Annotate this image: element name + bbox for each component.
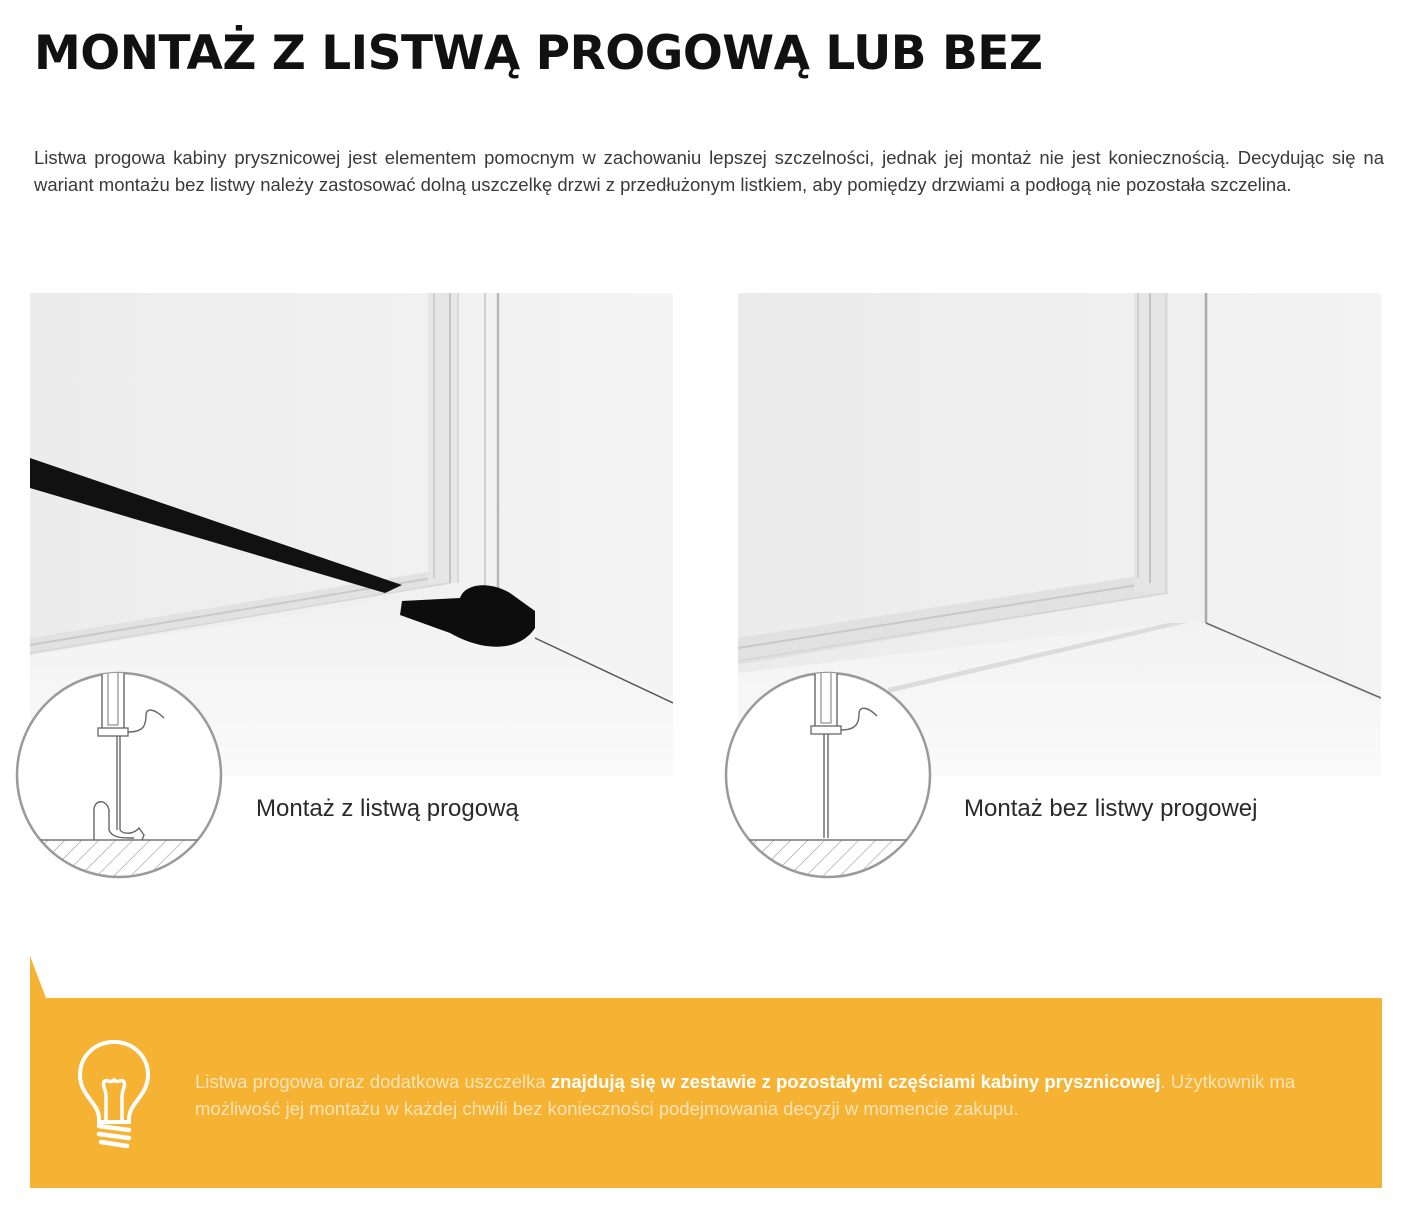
caption-without-threshold-strip: Montaż bez listwy progowej [964, 795, 1258, 822]
detail-seal-without-strip [723, 670, 933, 880]
page-title: MONTAŻ Z LISTWĄ PROGOWĄ LUB BEZ [34, 26, 1043, 81]
tip-text: Listwa progowa oraz dodatkowa uszczelka znajdują się w zestawie z pozostałymi częściami kabiny prysznicowej. Użytkownik ma możliwość jej montażu w każdej chwili bez konieczności podejmowania decyzji w momencie zakupu. [195, 1071, 1296, 1119]
detail-seal-with-strip [14, 670, 224, 880]
caption-with-threshold-strip: Montaż z listwą progową [256, 795, 519, 822]
lightbulb-icon [74, 1038, 154, 1150]
tip-banner [30, 956, 1382, 1188]
intro-paragraph: Listwa progowa kabiny prysznicowej jest elementem pomocnym w zachowaniu lepszej szczelności, jednak jej montaż nie jest koniecznością. Decydując się na wariant montażu bez listwy należy zastosować dolną uszczelkę drzwi z przedłużonym listkiem, aby pomiędzy drzwiami a podłogą nie pozostała szczelina. [34, 147, 1384, 195]
